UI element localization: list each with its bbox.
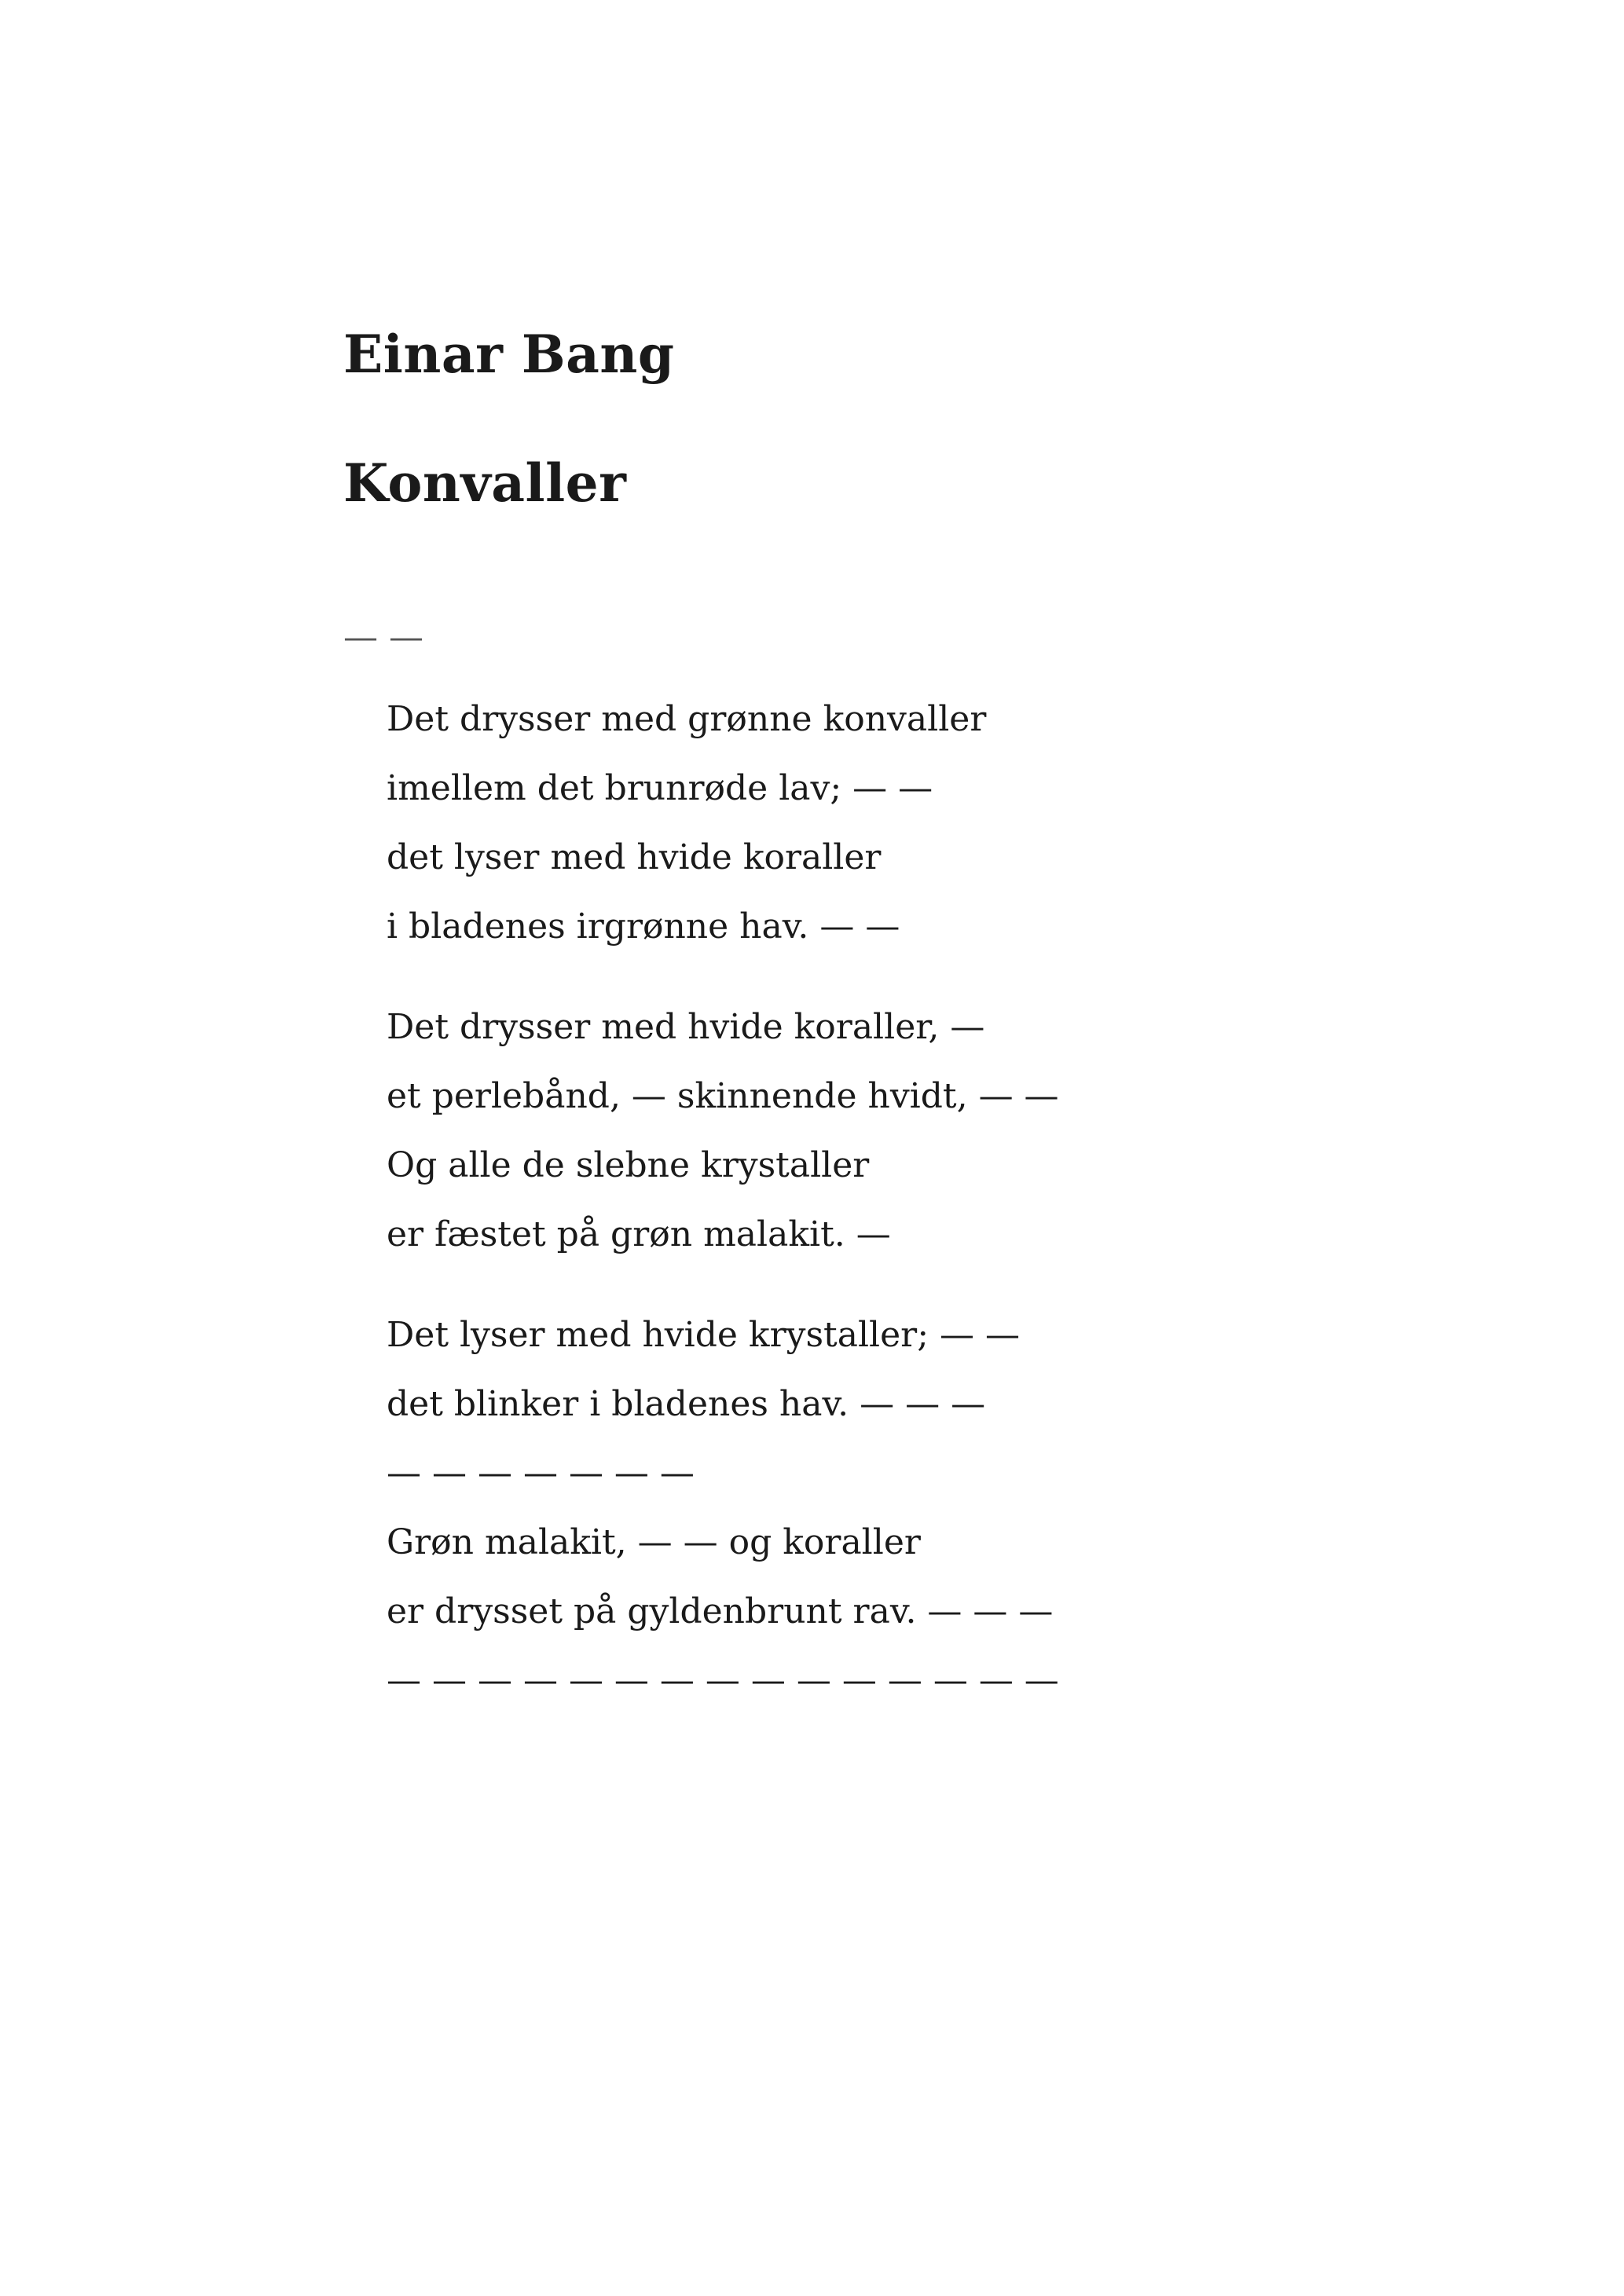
poem-line: — — — — — — — — — — — — — — —: [387, 1661, 1059, 1701]
poem-epigraph: — —: [343, 617, 423, 657]
poem-line: det blinker i bladenes hav. — — —: [387, 1384, 986, 1424]
poem-line: Det drysser med hvide koraller, —: [387, 1007, 985, 1047]
poem-line: Og alle de slebne krystaller: [387, 1145, 870, 1185]
poem-body: [387, 685, 1059, 1747]
stanza: [387, 1301, 1059, 1716]
poem-line: er drysset på gyldenbrunt rav. — — —: [387, 1591, 1054, 1631]
poem-line: Det drysser med grønne konvaller: [387, 699, 987, 739]
author-heading: Einar Bang: [343, 324, 675, 385]
stanza: [387, 685, 1059, 961]
poem-line: imellem det brunrøde lav; — —: [387, 768, 933, 808]
poem-line: er fæstet på grøn malakit. —: [387, 1214, 891, 1254]
poem-line: et perlebånd, — skinnende hvidt, — —: [387, 1076, 1059, 1116]
poem-title: Konvaller: [343, 452, 627, 514]
poem-line: Grøn malakit, — — og koraller: [387, 1522, 921, 1562]
poem-line: — — — — — — —: [387, 1453, 695, 1493]
poem-line: Det lyser med hvide krystaller; — —: [387, 1315, 1020, 1355]
poem-line: det lyser med hvide koraller: [387, 837, 882, 877]
stanza: [387, 993, 1059, 1269]
poem-line: i bladenes irgrønne hav. — —: [387, 906, 900, 947]
